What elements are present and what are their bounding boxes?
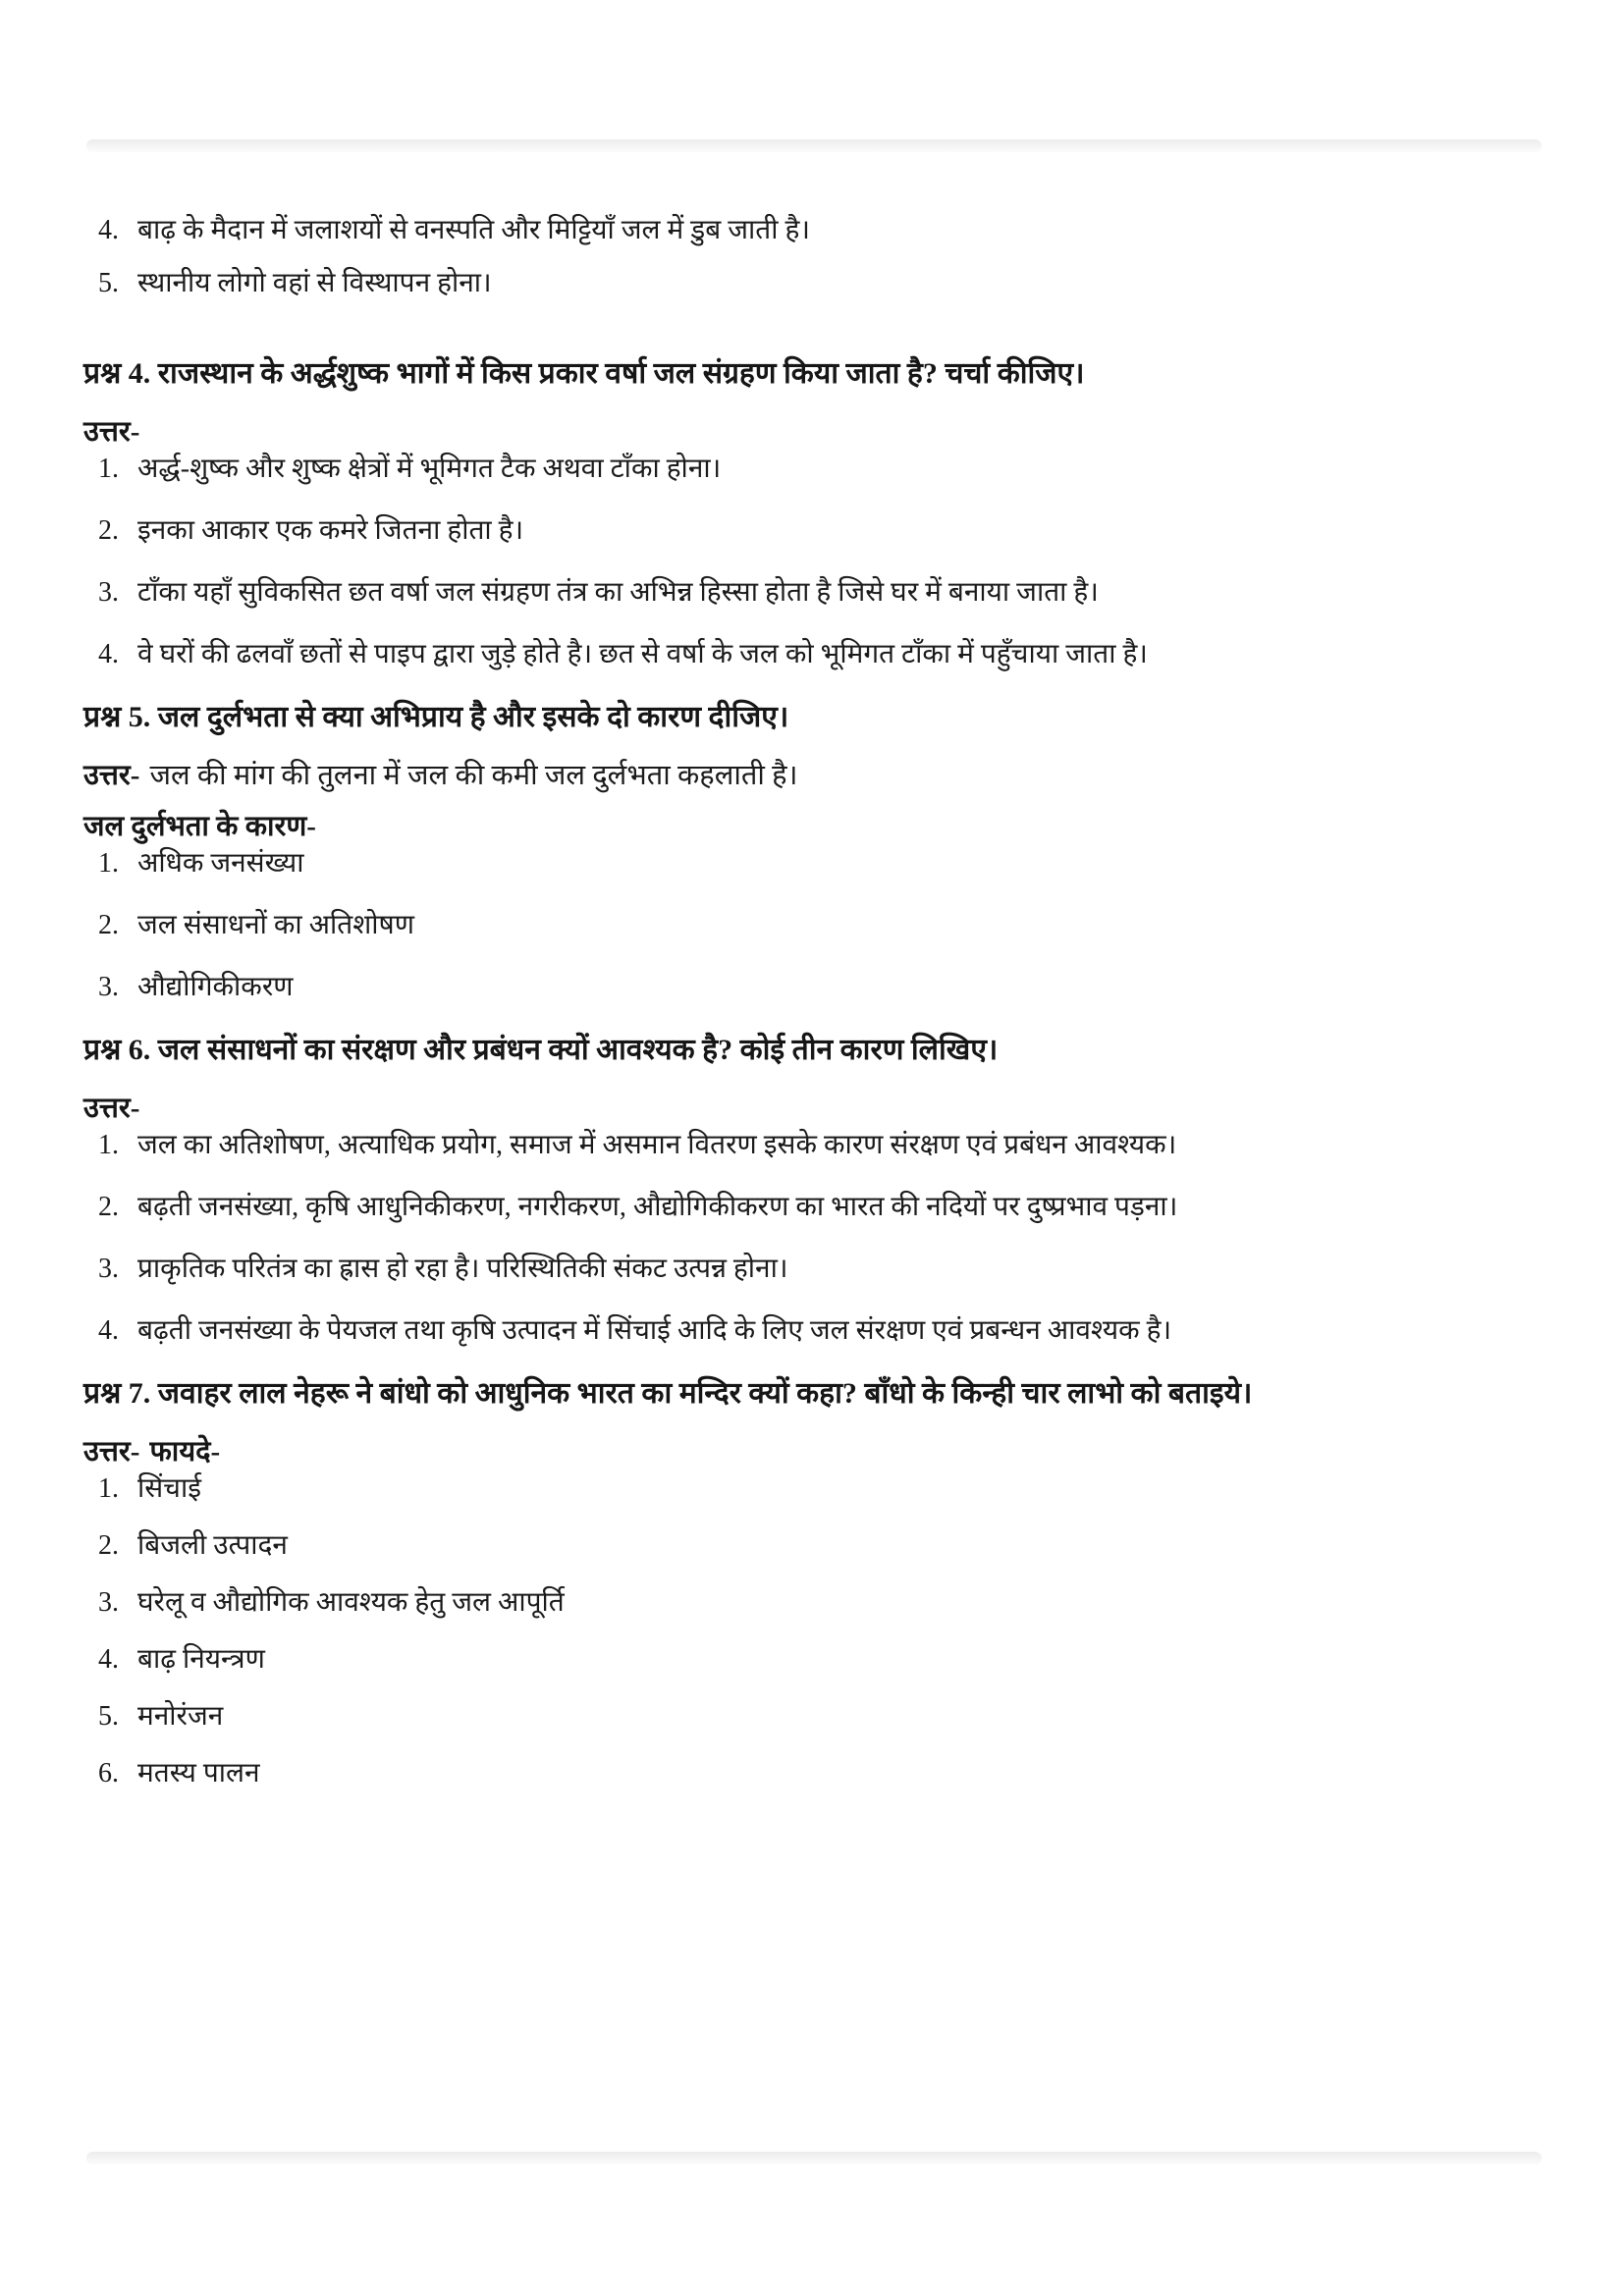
answer-list (83, 1127, 1554, 1350)
question-heading: प्रश्न 6. जल संसाधनों का संरक्षण और प्रबंधन क्यों आवश्यक है? कोई तीन कारण लिखिए। (83, 1034, 999, 1066)
list-item (98, 1527, 1554, 1565)
question-heading: प्रश्न 4. राजस्थान के अर्द्धशुष्क भागों में किस प्रकार वर्षा जल संग्रहण किया जाता है? चर्चा कीजिए। (83, 357, 1085, 390)
list-item (98, 1584, 1554, 1622)
list-item-number: 5. (98, 268, 119, 298)
list-item (98, 1755, 1554, 1792)
question-block-5 (83, 698, 1554, 1006)
list-item-number: 1. (98, 848, 119, 879)
list-item-text: बाढ़ नियन्त्रण (137, 1644, 265, 1675)
list-item (98, 1698, 1554, 1735)
list-item-text: मनोरंजन (137, 1701, 224, 1732)
list-item-text: टाँका यहाँ सुविकसित छत वर्षा जल संग्रहण तंत्र का अभिन्न हिस्सा होता है जिसे घर में बनाया जाता है। (137, 577, 1099, 608)
list-item-number: 2. (98, 910, 119, 940)
answer-label: उत्तर- (83, 416, 140, 448)
list-item-text: बढ़ती जनसंख्या, कृषि आधुनिकीकरण, नगरीकरण, औद्योगिकीकरण का भारत की नदियों पर दुष्प्रभाव पड़ना। (137, 1192, 1178, 1222)
list-item-text: अर्द्ध-शुष्क और शुष्क क्षेत्रों में भूमिगत टैक अथवा टाँका होना। (137, 454, 722, 484)
list-item-number: 1. (98, 1130, 119, 1160)
list-item-number: 3. (98, 577, 119, 608)
list-item (98, 1251, 1554, 1288)
answer-line (83, 1433, 1554, 1470)
question-block-4 (83, 354, 1554, 673)
question-block-7 (83, 1374, 1554, 1792)
list-item-text: वे घरों की ढलवाँ छतों से पाइप द्वारा जुड़े होते है। छत से वर्षा के जल को भूमिगत टाँका में पहुँचाया जाता है। (137, 639, 1148, 669)
list-item-text: प्राकृतिक परितंत्र का ह्रास हो रहा है। परिस्थितिकी संकट उत्पन्न होना। (137, 1254, 788, 1284)
answer-list (83, 845, 1554, 1006)
answer-label: उत्तर- (83, 1093, 140, 1124)
list-item-number: 4. (98, 639, 119, 669)
list-item-text: जल का अतिशोषण, अत्याधिक प्रयोग, समाज में असमान वितरण इसके कारण संरक्षण एवं प्रबंधन आवश्यक। (137, 1130, 1177, 1160)
list-item (98, 636, 1554, 673)
question-heading: प्रश्न 7. जवाहर लाल नेहरू ने बांधो को आधुनिक भारत का मन्दिर क्यों कहा? बाँधो के किन्ही चार लाभो को बताइये। (83, 1377, 1253, 1410)
question-heading: प्रश्न 5. जल दुर्लभता से क्या अभिप्राय है और इसके दो कारण दीजिए। (83, 701, 789, 733)
answer-label: उत्तर- (83, 760, 140, 791)
list-item-text: बिजली उत्पादन (137, 1530, 288, 1561)
list-item (98, 512, 1554, 550)
list-item-number: 2. (98, 1192, 119, 1222)
list-item-text: मतस्य पालन (137, 1758, 260, 1789)
list-item (98, 1127, 1554, 1164)
list-item-number: 3. (98, 1254, 119, 1284)
list-item-number: 4. (98, 1315, 119, 1346)
list-item-text: स्थानीय लोगो वहां से विस्थापन होना। (137, 268, 492, 298)
list-item-number: 5. (98, 1701, 119, 1732)
list-item-number: 3. (98, 972, 119, 1002)
answer-subheading: जल दुर्लभता के कारण- (83, 811, 316, 842)
list-item (98, 265, 1554, 302)
list-item (98, 845, 1554, 882)
answer-line (83, 1090, 1554, 1127)
list-item-text: घरेलू व औद्योगिक आवश्यक हेतु जल आपूर्ति (137, 1587, 565, 1618)
list-item-text: इनका आकार एक कमरे जितना होता है। (137, 515, 524, 546)
list-item-text: सिंचाई (137, 1473, 201, 1504)
answer-line (83, 413, 1554, 451)
list-item-number: 2. (98, 515, 119, 546)
answer-list (83, 451, 1554, 673)
question-block-6 (83, 1031, 1554, 1350)
list-item-text: जल संसाधनों का अतिशोषण (137, 910, 414, 940)
list-item-number: 4. (98, 215, 119, 245)
answer-sub-label: फायदे- (149, 1436, 221, 1468)
answer-line (83, 757, 1554, 794)
list-item-text: औद्योगिकीकरण (137, 972, 294, 1002)
list-item-number: 4. (98, 1644, 119, 1675)
list-item (98, 574, 1554, 612)
list-item (98, 1470, 1554, 1508)
list-item-number: 2. (98, 1530, 119, 1561)
list-item-number: 1. (98, 454, 119, 484)
list-item-number: 1. (98, 1473, 119, 1504)
answer-label: उत्तर- (83, 1436, 140, 1468)
answer-list (83, 1470, 1554, 1792)
list-item-text: अधिक जनसंख्या (137, 848, 304, 879)
list-item (98, 451, 1554, 488)
list-item (98, 1312, 1554, 1350)
list-item-text: बढ़ती जनसंख्या के पेयजल तथा कृषि उत्पादन में सिंचाई आदि के लिए जल संरक्षण एवं प्रबन्धन आवश्यक है। (137, 1315, 1172, 1346)
list-item-number: 3. (98, 1587, 119, 1618)
list-item (98, 1641, 1554, 1679)
section-divider-bottom (86, 2152, 1542, 2164)
answer-text: जल की मांग की तुलना में जल की कमी जल दुर्लभता कहलाती है। (149, 760, 798, 791)
list-item (98, 969, 1554, 1006)
list-item (98, 212, 1554, 249)
list-item-text: बाढ़ के मैदान में जलाशयों से वनस्पति और मिट्टियाँ जल में डुब जाती है। (137, 215, 810, 245)
list-item (98, 907, 1554, 944)
list-item (98, 1189, 1554, 1226)
list-item-number: 6. (98, 1758, 119, 1789)
carryover-answer-list (83, 212, 1554, 302)
